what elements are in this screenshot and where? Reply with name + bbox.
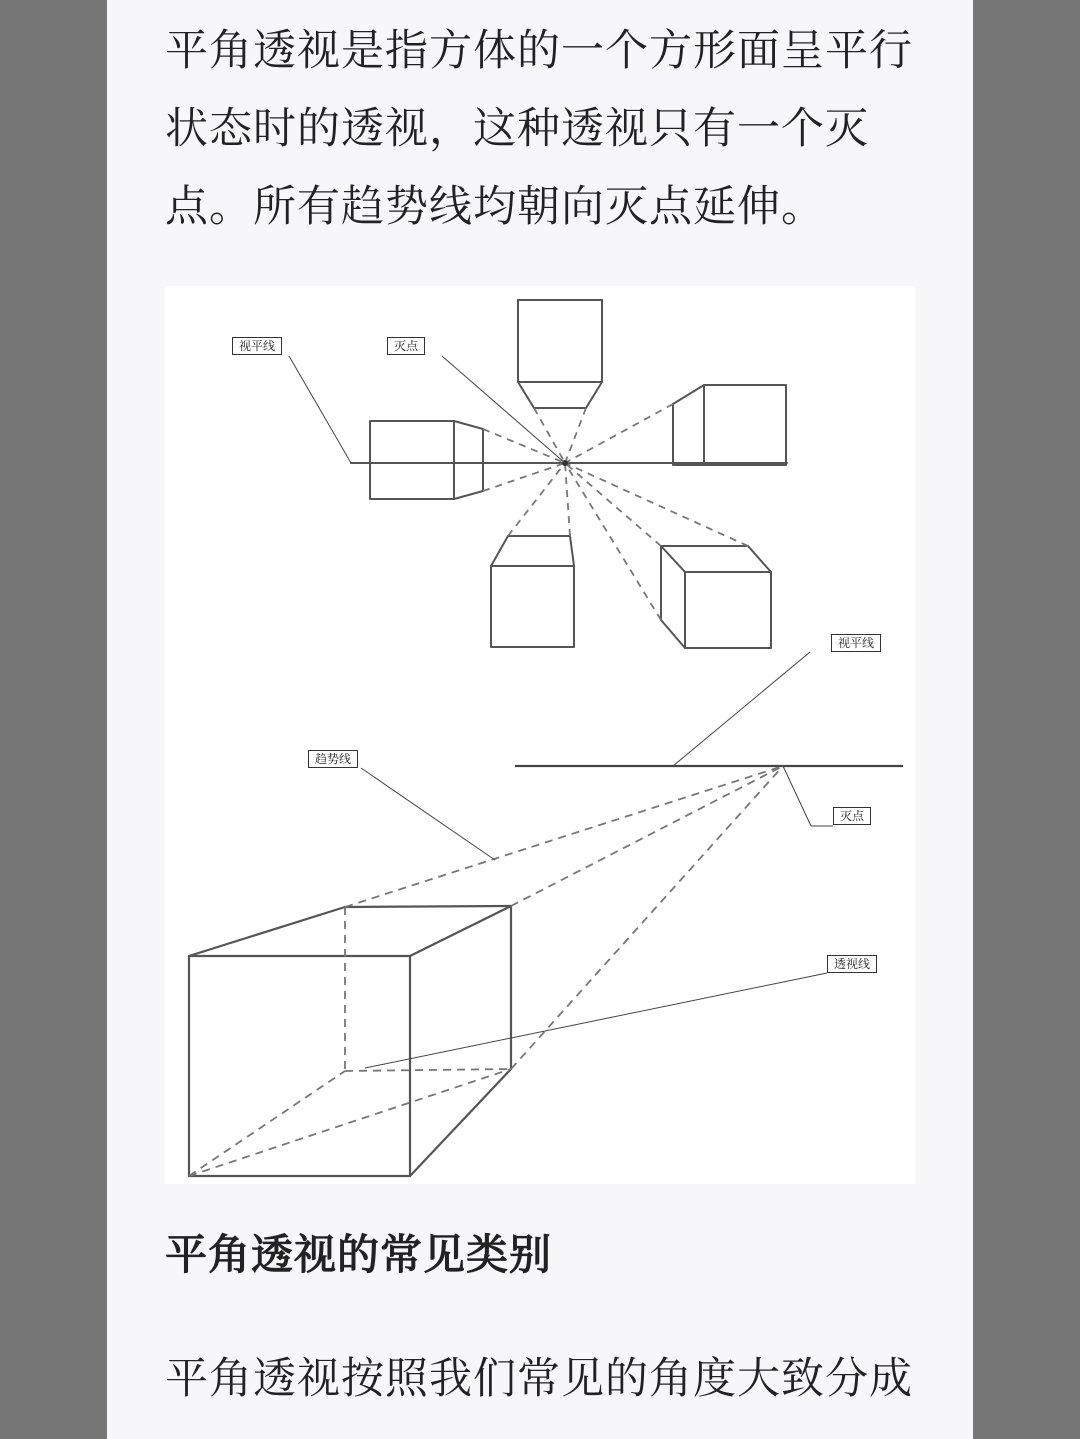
box-bottom-left-top	[491, 536, 574, 566]
perspective-illustration	[165, 286, 915, 1184]
box-right-side	[673, 385, 704, 465]
trend-line	[508, 463, 565, 536]
box-bottom-right-side-bottom	[661, 620, 685, 648]
hidden-edge	[189, 1071, 345, 1176]
leader-line	[673, 652, 810, 766]
leader-line	[361, 768, 495, 860]
horizon-line-label: 视平线	[232, 337, 282, 355]
trend-line	[511, 766, 783, 1069]
box-bottom-right-top	[661, 546, 771, 572]
trend-line	[565, 463, 748, 546]
cube-top-left-edge	[189, 907, 345, 956]
leader-line	[783, 766, 811, 826]
article-page	[107, 0, 973, 1439]
box-top-front	[518, 300, 602, 382]
trend-line	[565, 408, 586, 463]
box-left-front	[370, 421, 454, 499]
perspective-drawing	[165, 286, 915, 1184]
intro-paragraph: 平角透视是指方体的一个方形面呈平行状态时的透视，这种透视只有一个灭点。所有趋势线均朝向灭点延伸。	[165, 26, 913, 232]
cube-top-back-edge	[345, 906, 511, 907]
trend-line-label: 趋势线	[308, 750, 358, 768]
trend-line	[565, 463, 661, 620]
box-bottom-right-front	[685, 572, 771, 648]
trend-line	[189, 1069, 511, 1176]
leader-line	[442, 356, 565, 463]
trend-line	[483, 463, 565, 491]
trend-line	[565, 463, 570, 536]
section-heading: 平角透视的常见类别	[165, 1230, 553, 1279]
leader-line	[365, 973, 827, 1068]
body-paragraph: 平角透视按照我们常见的角度大致分成	[165, 1354, 913, 1404]
box-bottom-left-front	[491, 566, 574, 647]
trend-line	[483, 429, 565, 463]
box-right-front	[704, 385, 786, 465]
vanishing-point-label: 灭点	[833, 807, 871, 825]
horizon-line-label: 视平线	[831, 634, 881, 652]
box-left-side	[454, 421, 483, 499]
leader-line	[289, 356, 351, 463]
cube-top-right-edge	[410, 906, 511, 956]
trend-line	[565, 404, 673, 463]
perspective-line-label: 透视线	[827, 955, 877, 973]
trend-line	[565, 463, 661, 546]
vanishing-point-label: 灭点	[387, 337, 425, 355]
trend-line	[511, 766, 783, 906]
hidden-edge	[345, 1069, 511, 1071]
trend-line	[534, 408, 565, 463]
box-top-side	[518, 382, 602, 408]
trend-line	[345, 766, 783, 907]
